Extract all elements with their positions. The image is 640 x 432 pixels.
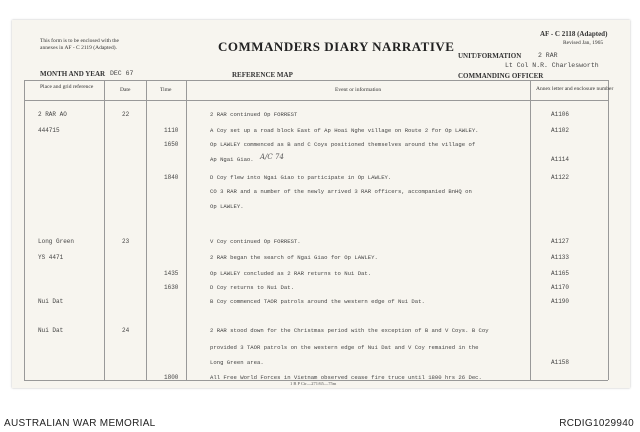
row-annex: A1165 (551, 270, 570, 277)
row-place: Nui Dat (38, 327, 64, 334)
row-event: V Coy continued Op FORREST. (210, 238, 301, 245)
row-time: 1110 (164, 127, 179, 134)
handwritten-annotation: A/C 74 (260, 153, 284, 161)
row-time: 1435 (164, 270, 179, 277)
border-left (24, 80, 25, 380)
row-event: Op LAWLEY. (210, 203, 244, 210)
commanding-officer-name: Lt Col N.R. Charlesworth (505, 62, 599, 69)
row-annex: A1102 (551, 127, 570, 134)
page-title: COMMANDERS DIARY NARRATIVE (218, 39, 455, 54)
col-header-place: Place and grid reference (40, 84, 94, 90)
unit-label: UNIT/FORMATION (458, 52, 522, 60)
row-annex: A1170 (551, 284, 570, 291)
row-event: Long Green area. (210, 359, 264, 366)
reference-map-label: REFERENCE MAP (232, 71, 293, 79)
col-header-event: Event or information (335, 87, 382, 93)
row-time: 1800 (164, 374, 179, 381)
border-right (608, 80, 609, 380)
row-annex: A1106 (551, 111, 570, 118)
unit-value: 2 RAR (538, 52, 558, 59)
col-header-annex: Annex letter and enclosure number (536, 86, 614, 92)
row-annex: A1122 (551, 174, 570, 181)
header-rule (24, 100, 608, 101)
row-date: 24 (122, 327, 130, 334)
divider-place (104, 80, 105, 380)
form-note-line1: This form is to be enclosed with the (40, 38, 119, 44)
row-event: provided 3 TAOR patrols on the western edge of Nui Dat and V Coy remained in the (210, 344, 479, 351)
row-annex: A1114 (551, 156, 570, 163)
row-event: B Coy commenced TAOR patrols around the western edge of Nui Dat. (210, 298, 425, 305)
form-revised: Revised Jan, 1965 (563, 40, 604, 46)
row-place: Nui Dat (38, 298, 64, 305)
row-event: All Free World Forces in Vietnam observed cease fire truce until 1800 hrs 26 Dec. (210, 374, 482, 381)
divider-event (530, 80, 531, 380)
divider-date (146, 80, 147, 380)
row-event: CO 3 RAR and a number of the newly arrived 3 RAR officers, accompanied BnHQ on (210, 188, 472, 195)
form-code: AF - C 2118 (Adapted) (540, 30, 608, 38)
row-annex: A1127 (551, 238, 570, 245)
table-top-rule (24, 80, 608, 81)
row-event: Op LAWLEY commenced as B and C Coys positioned themselves around the village of (210, 141, 476, 148)
row-event: D Coy flew into Ngai Giao to participate in Op LAWLEY. (210, 174, 392, 181)
row-time: 1630 (164, 284, 179, 291)
row-event: A Coy set up a road block East of Ap Hoai Nghe village on Route 2 for Op LAWLEY. (210, 127, 479, 134)
month-year-value: DEC 67 (110, 70, 134, 77)
footer-institution: AUSTRALIAN WAR MEMORIAL (4, 418, 156, 429)
row-time: 1650 (164, 141, 179, 148)
row-event: Op LAWLEY concluded as 2 RAR returns to Nui Dat. (210, 270, 372, 277)
co-label: COMMANDING OFFICER (458, 72, 544, 80)
col-header-date: Date (120, 87, 131, 93)
row-place: 444715 (38, 127, 60, 134)
row-event: 2 RAR began the search of Ngai Giao for Op LAWLEY. (210, 254, 378, 261)
row-place: Long Green (38, 238, 75, 245)
row-annex: A1133 (551, 254, 570, 261)
month-year-label: MONTH AND YEAR (40, 70, 106, 78)
row-date: 23 (122, 238, 130, 245)
row-event: 2 RAR continued Op FORREST (210, 111, 298, 118)
row-date: 22 (122, 111, 130, 118)
row-annex: A1158 (551, 359, 570, 366)
row-time: 1840 (164, 174, 179, 181)
divider-time (186, 80, 187, 380)
row-event: 2 RAR stood down for the Christmas period with the exception of B and V Coys. B Coy (210, 327, 489, 334)
footer-record-id: RCDIG1029940 (559, 418, 634, 429)
row-annex: A1190 (551, 298, 570, 305)
col-header-time: Time (160, 87, 172, 93)
row-place: 2 RAR AO (38, 111, 67, 118)
form-note-line2: annexes in AF - C 2119 (Adapted). (40, 45, 117, 51)
row-event: Ap Ngai Giao. (210, 156, 254, 163)
row-place: YS 4471 (38, 254, 64, 261)
row-event: D Coy returns to Nui Dat. (210, 284, 294, 291)
print-code: 1 B P Cir—271/65—75m (290, 381, 337, 386)
